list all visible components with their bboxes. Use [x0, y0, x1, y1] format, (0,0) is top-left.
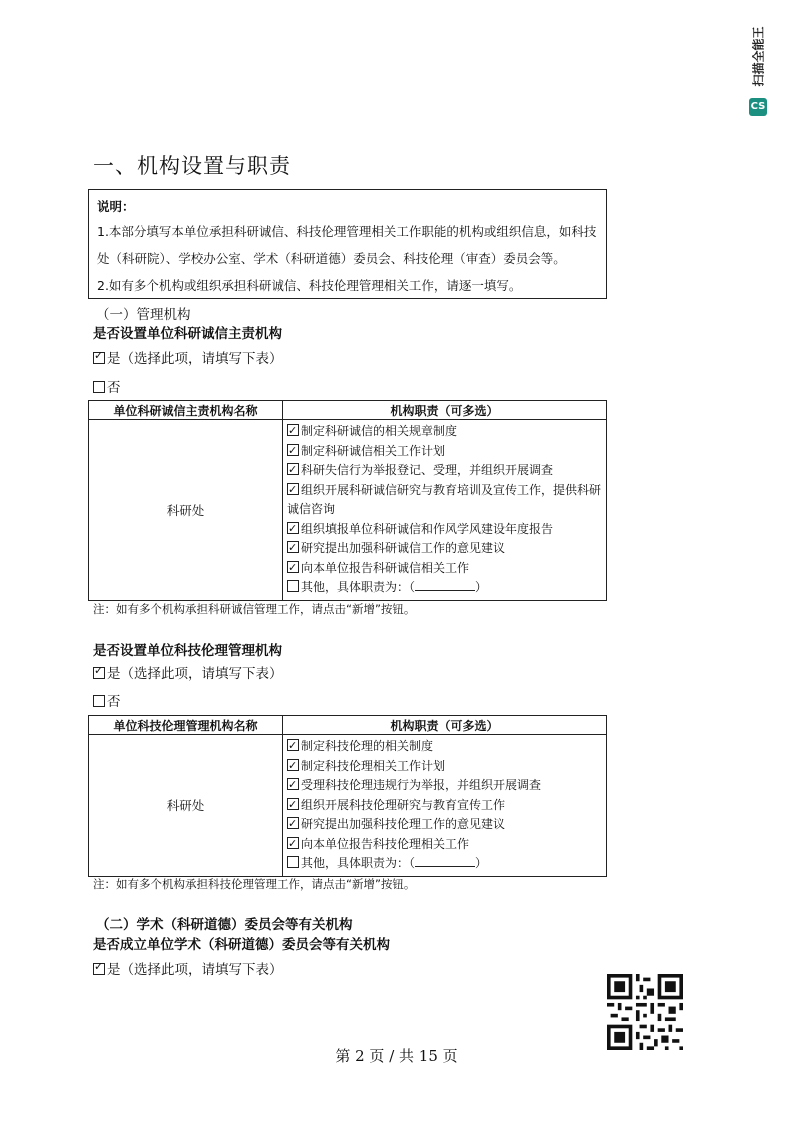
duty-item[interactable]: ✓制定科技伦理相关工作计划	[287, 757, 602, 777]
ethics-duty-table	[88, 715, 607, 877]
duty-item[interactable]: ✓制定科研诚信相关工作计划	[287, 442, 602, 462]
checkbox-checked-icon[interactable]	[287, 798, 299, 810]
org-name-cell: 科研处	[89, 420, 283, 601]
instructions-line-2: 处（科研院）、学校办公室、学术（科研道德）委员会、科技伦理（审查）委员会等。	[97, 251, 566, 266]
page-heading: 一、机构设置与职责	[93, 154, 291, 178]
scanner-logo	[748, 18, 770, 118]
checkbox-checked-icon[interactable]	[287, 444, 299, 456]
duties-cell	[283, 735, 607, 877]
checkbox-empty-icon[interactable]	[93, 695, 105, 707]
section-1-note: 注：如有多个机构承担科研诚信管理工作，请点击“新增”按钮。	[93, 602, 416, 616]
section-2-question: 是否设置单位科技伦理管理机构	[93, 643, 282, 659]
qr-code-icon	[607, 974, 683, 1050]
instructions-title: 说明：	[97, 199, 135, 214]
integrity-duty-table	[88, 400, 607, 601]
checkbox-checked-icon[interactable]	[287, 561, 299, 573]
duty-item[interactable]: ✓受理科技伦理违规行为举报，并组织开展调查	[287, 776, 602, 796]
duty-item[interactable]: ✓研究提出加强科研诚信工作的意见建议	[287, 539, 602, 559]
checkbox-checked-icon[interactable]	[93, 963, 105, 975]
checkbox-checked-icon[interactable]	[287, 463, 299, 475]
checkbox-checked-icon[interactable]	[287, 817, 299, 829]
checkbox-empty-icon[interactable]	[93, 381, 105, 393]
checkbox-checked-icon[interactable]	[287, 759, 299, 771]
checkbox-checked-icon[interactable]	[93, 352, 105, 364]
duty-item[interactable]: ✓科研失信行为举报登记、受理，并组织开展调查	[287, 461, 602, 481]
table-header-duties: 机构职责（可多选）	[283, 401, 607, 420]
section-3-question: 是否成立单位学术（科研道德）委员会等有关机构	[93, 937, 390, 953]
table-header-duties: 机构职责（可多选）	[283, 716, 607, 735]
section-1-label: （一）管理机构	[96, 307, 191, 323]
duty-item[interactable]: ✓制定科技伦理的相关制度	[287, 737, 602, 757]
checkbox-empty-icon[interactable]	[287, 856, 299, 868]
duty-item[interactable]: ✓组织开展科研诚信研究与教育培训及宣传工作，提供科研诚信咨询	[287, 481, 602, 520]
table-header-org-name: 单位科技伦理管理机构名称	[89, 716, 283, 735]
section-2-yes-option[interactable]: ✓是（选择此项，请填写下表）	[93, 662, 283, 682]
duty-item[interactable]: ✓研究提出加强科技伦理工作的意见建议	[287, 815, 602, 835]
logo-name: 扫描全能王	[751, 26, 766, 87]
logo-badge: CS	[749, 98, 767, 116]
duty-item[interactable]: ✓组织填报单位科研诚信和作风学风建设年度报告	[287, 520, 602, 540]
section-1-no-option[interactable]: 否	[93, 376, 121, 396]
checkbox-checked-icon[interactable]	[287, 522, 299, 534]
org-name-cell: 科研处	[89, 735, 283, 877]
section-1-yes-option[interactable]: ✓是（选择此项，请填写下表）	[93, 347, 283, 367]
table-header-org-name: 单位科研诚信主责机构名称	[89, 401, 283, 420]
checkbox-checked-icon[interactable]	[287, 541, 299, 553]
duties-cell	[283, 420, 607, 601]
duty-item[interactable]: ✓向本单位报告科技伦理相关工作	[287, 835, 602, 855]
duty-item-other[interactable]: 其他，具体职责为：（ ）	[287, 578, 602, 598]
section-2-no-option[interactable]: 否	[93, 690, 121, 710]
section-1-question: 是否设置单位科研诚信主责机构	[93, 326, 282, 342]
duty-item[interactable]: ✓制定科研诚信的相关规章制度	[287, 422, 602, 442]
section-2-note: 注：如有多个机构承担科技伦理管理工作，请点击“新增”按钮。	[93, 877, 416, 891]
duty-item[interactable]: ✓组织开展科技伦理研究与教育宣传工作	[287, 796, 602, 816]
section-3-yes-option[interactable]: ✓是（选择此项，请填写下表）	[93, 958, 283, 978]
checkbox-checked-icon[interactable]	[287, 739, 299, 751]
checkbox-checked-icon[interactable]	[287, 424, 299, 436]
checkbox-checked-icon[interactable]	[287, 483, 299, 495]
checkbox-checked-icon[interactable]	[287, 837, 299, 849]
other-duty-blank[interactable]	[415, 854, 475, 867]
instructions-line-1: 1.本部分填写本单位承担科研诚信、科技伦理管理相关工作职能的机构或组织信息，如科技	[97, 224, 597, 239]
checkbox-checked-icon[interactable]	[287, 778, 299, 790]
other-duty-blank[interactable]	[415, 578, 475, 591]
checkbox-checked-icon[interactable]	[93, 667, 105, 679]
section-3-label: （二）学术（科研道德）委员会等有关机构	[96, 917, 353, 933]
duty-item[interactable]: ✓向本单位报告科研诚信相关工作	[287, 559, 602, 579]
duty-item-other[interactable]: 其他，具体职责为：（ ）	[287, 854, 602, 874]
checkbox-empty-icon[interactable]	[287, 580, 299, 592]
instructions-box	[88, 189, 607, 299]
instructions-line-3: 2.如有多个机构或组织承担科研诚信、科技伦理管理相关工作，请逐一填写。	[97, 278, 522, 293]
page-number: 第 2 页 / 共 15 页	[335, 1047, 458, 1065]
